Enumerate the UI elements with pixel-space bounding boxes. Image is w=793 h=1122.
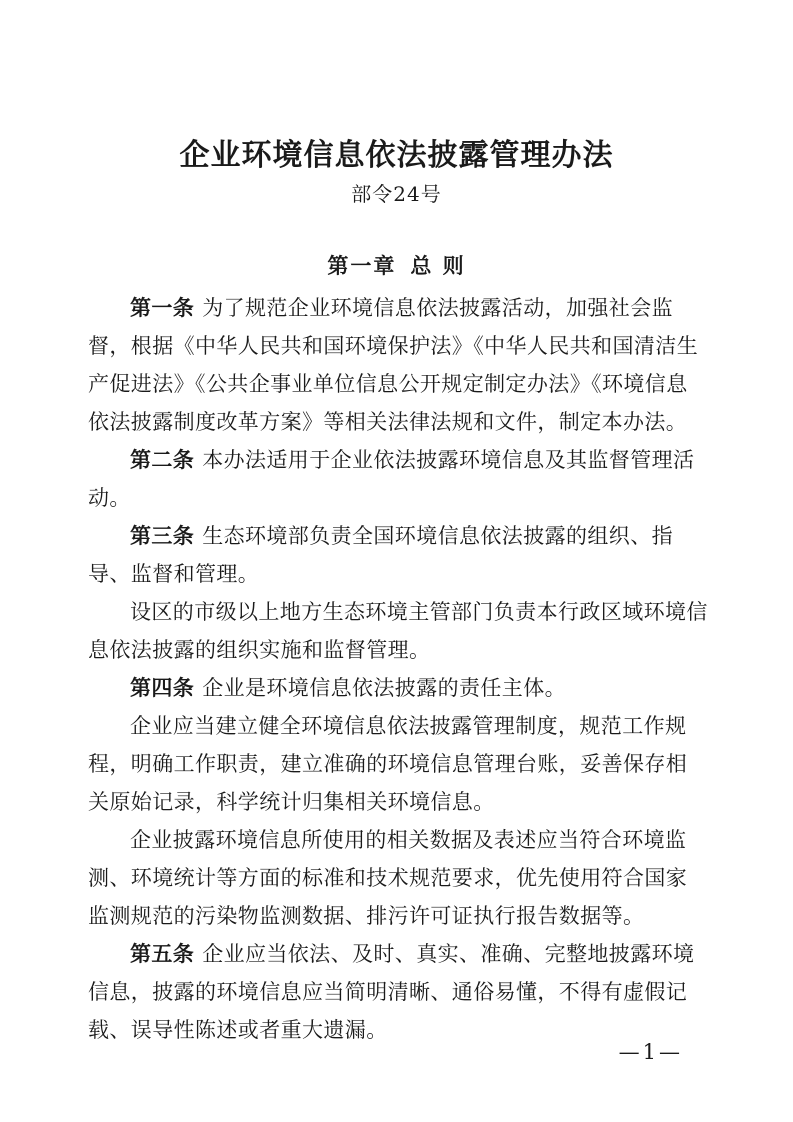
chapter-name: 总 则 xyxy=(410,253,466,278)
article-label: 第三条 xyxy=(130,523,195,548)
article-label: 第二条 xyxy=(130,447,195,472)
paragraph-text: 为了规范企业环境信息依法披露活动，加强社会监督，根据《中华人民共和国环境保护法》《中华人民共和国清洁生产促进法》《公共企事业单位信息公开规定制定办法》《环境信息依法披露制度改革方案》等相关法律法规和文件，制定本办法。 xyxy=(88,296,699,434)
document-body xyxy=(88,289,708,1049)
paragraph-text: 企业披露环境信息所使用的相关数据及表述应当符合环境监测、环境统计等方面的标准和技术规范要求，优先使用符合国家监测规范的污染物监测数据、排污许可证执行报告数据等。 xyxy=(88,828,688,928)
article-label: 第一条 xyxy=(130,295,195,320)
order-number: 部令24号 xyxy=(351,182,442,206)
paragraph-article-4-sub2 xyxy=(88,821,708,935)
paragraph-text: 本办法适用于企业依法披露环境信息及其监督管理活动。 xyxy=(88,448,695,510)
paragraph-text: 企业应当建立健全环境信息依法披露管理制度，规范工作规程，明确工作职责，建立准确的环境信息管理台账，妥善保存相关原始记录，科学统计归集相关环境信息。 xyxy=(88,714,688,814)
article-label: 第五条 xyxy=(130,941,195,966)
paragraph-article-4-sub1 xyxy=(88,707,708,821)
chapter-number: 第一章 xyxy=(327,253,397,278)
paragraph-article-4 xyxy=(88,669,708,707)
paragraph-text: 企业是环境信息依法披露的责任主体。 xyxy=(202,676,567,700)
paragraph-article-2 xyxy=(88,441,708,517)
paragraph-text: 生态环境部负责全国环境信息依法披露的组织、指导、监督和管理。 xyxy=(88,524,674,586)
paragraph-article-5 xyxy=(88,935,708,1049)
paragraph-article-3 xyxy=(88,517,708,593)
paragraph-text: 设区的市级以上地方生态环境主管部门负责本行政区域环境信息依法披露的组织实施和监督管理。 xyxy=(88,600,708,662)
page-number: —1— xyxy=(618,1040,683,1064)
article-label: 第四条 xyxy=(130,675,195,700)
document-title: 企业环境信息依法披露管理办法 xyxy=(179,138,614,173)
chapter-heading xyxy=(0,250,793,280)
paragraph-article-1 xyxy=(88,289,708,441)
paragraph-text: 企业应当依法、及时、真实、准确、完整地披露环境信息，披露的环境信息应当简明清晰、通俗易懂，不得有虚假记载、误导性陈述或者重大遗漏。 xyxy=(88,942,695,1042)
paragraph-article-3-sub xyxy=(88,593,708,669)
